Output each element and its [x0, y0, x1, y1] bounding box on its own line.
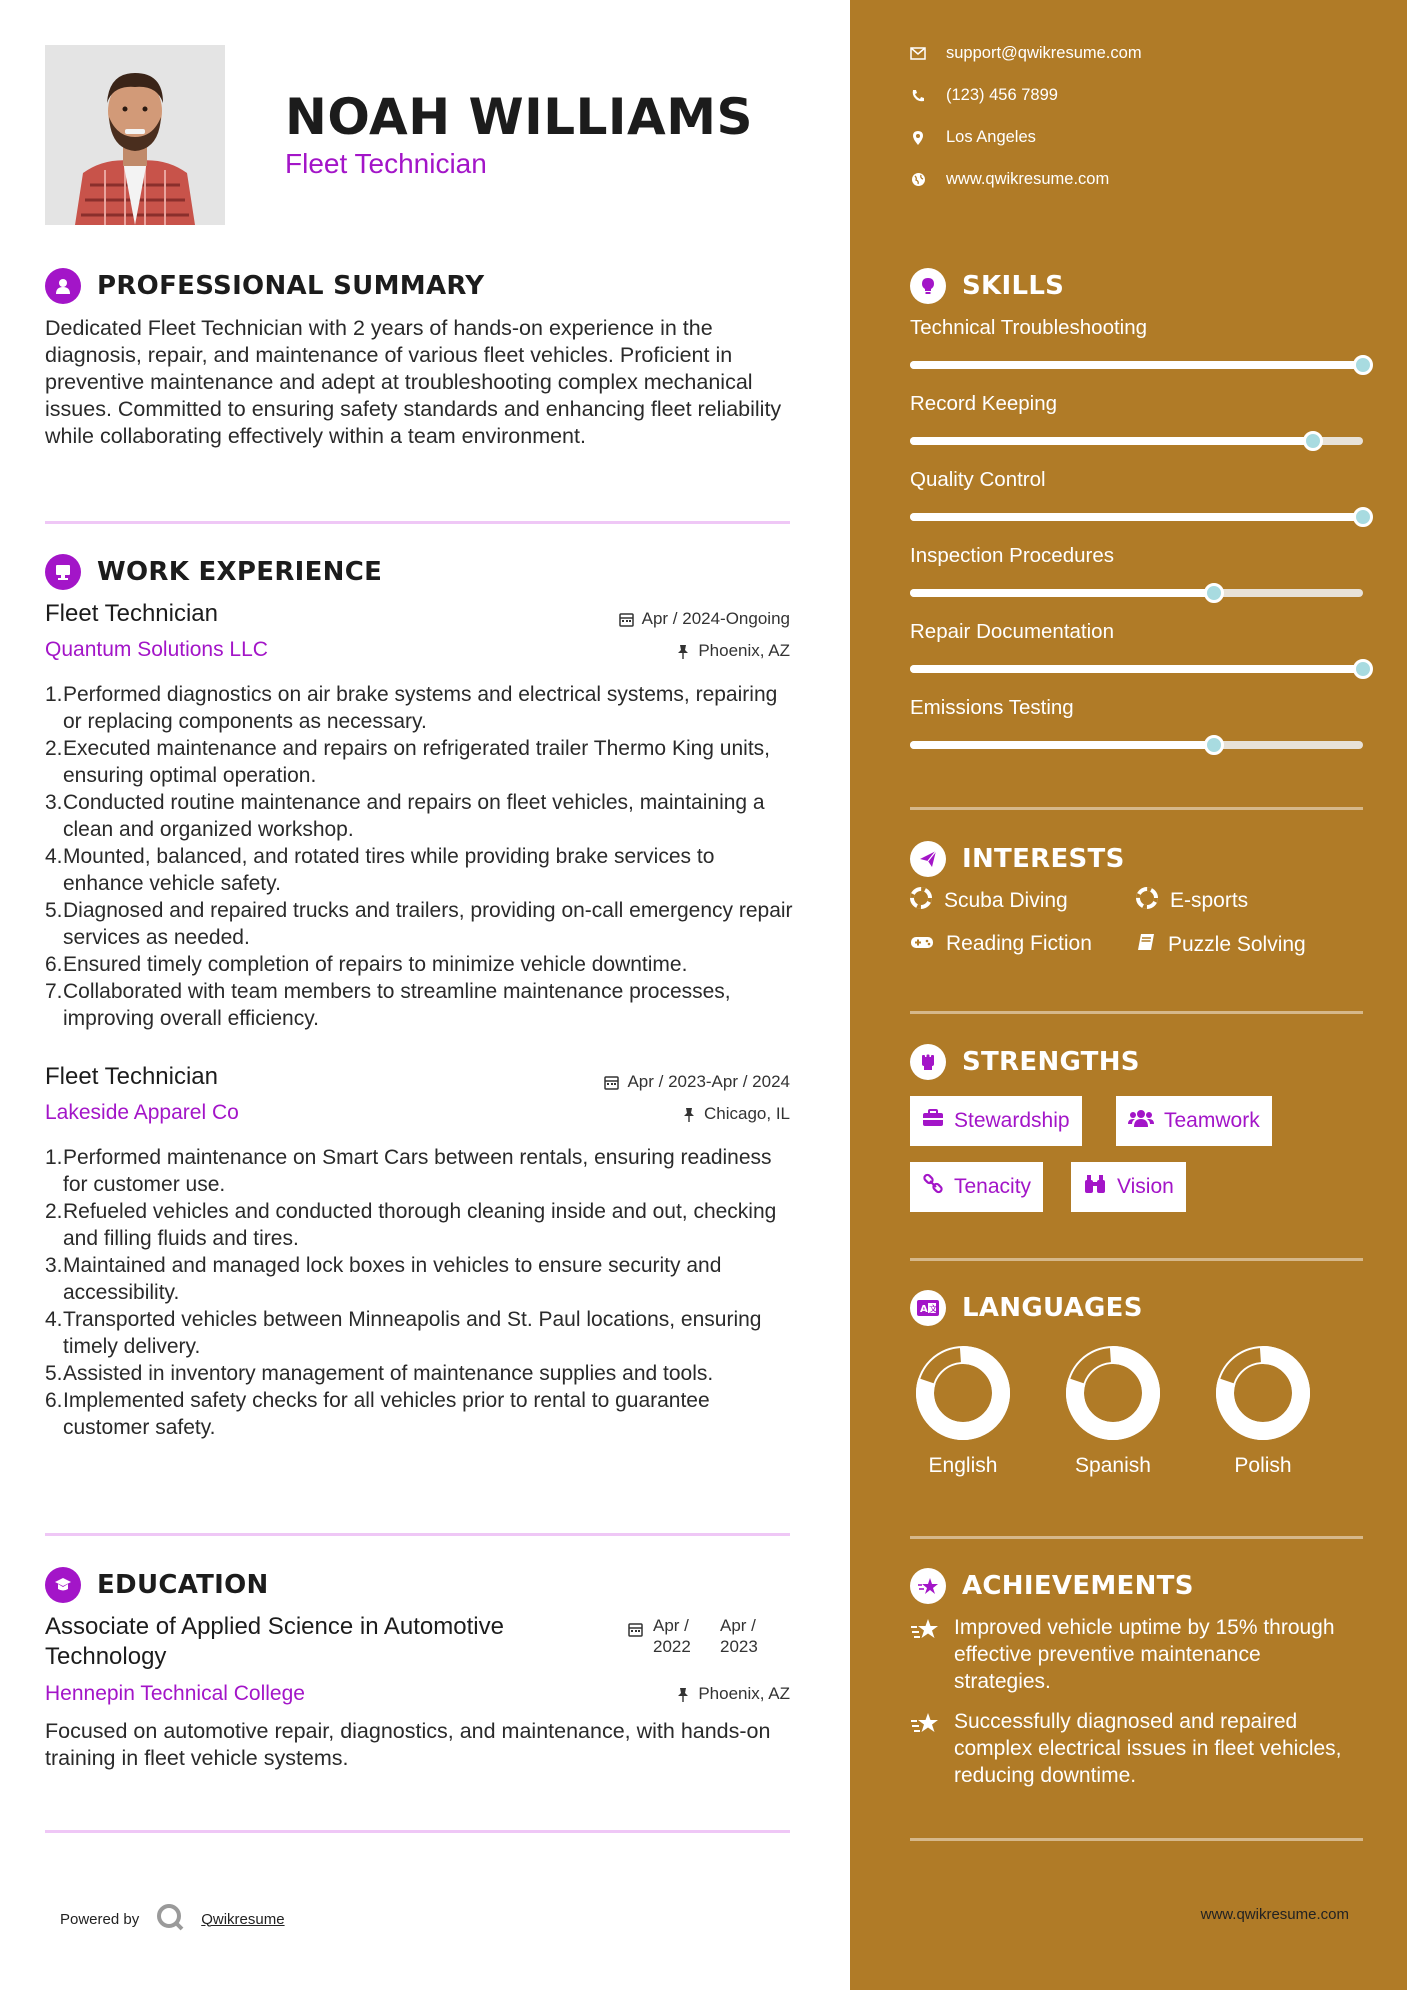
pin-icon: [682, 1107, 696, 1122]
strengths-header: [910, 1044, 1140, 1080]
calendar-icon: [604, 1075, 619, 1090]
translate-icon: [910, 1290, 946, 1326]
language-item: [1208, 1343, 1318, 1478]
skill-level-knob: [1204, 735, 1224, 755]
interest-item: Puzzle Solving: [1136, 932, 1306, 958]
skill-bar-fill: [910, 361, 1363, 369]
footer-powered-by: [60, 1902, 285, 1936]
list-item: 5. Assisted in inventory management of maintenance supplies and tools.: [45, 1362, 714, 1385]
skill-label: Quality Control: [910, 468, 1046, 491]
skill-bar-fill: [910, 741, 1214, 749]
skill-bar-fill: [910, 589, 1214, 597]
list-item: 6. Ensured timely completion of repairs to minimize vehicle downtime.: [45, 953, 688, 976]
education-heading: EDUCATION: [97, 1570, 269, 1600]
job-location: [676, 641, 790, 661]
qwikresume-link[interactable]: Qwikresume: [201, 1910, 285, 1928]
skill-level-knob: [1204, 583, 1224, 603]
calendar-icon: [628, 1622, 643, 1642]
phone-icon: [910, 88, 926, 104]
job-date: [619, 609, 790, 629]
interest-item: Scuba Diving: [910, 887, 1068, 915]
map-marker-icon: [910, 130, 926, 146]
divider: [910, 1011, 1363, 1014]
job-title: Fleet Technician: [45, 600, 218, 627]
languages-heading: LANGUAGES: [962, 1293, 1143, 1323]
globe-icon: [910, 172, 926, 188]
divider: [45, 1533, 790, 1536]
list-item: 1. Performed maintenance on Smart Cars between rentals, ensuring readiness for customer use.: [45, 1146, 772, 1196]
skill-label: Emissions Testing: [910, 696, 1074, 719]
graduate-icon: [45, 1567, 81, 1603]
education-header: [45, 1567, 269, 1603]
degree-title: Associate of Applied Science in Automotive Technology: [45, 1613, 504, 1670]
job-duties: [45, 681, 795, 1032]
job-date: [604, 1072, 790, 1092]
lifebuoy-icon: [910, 887, 932, 915]
svg-text:文: 文: [929, 1304, 938, 1314]
interest-item: Reading Fiction: [910, 932, 1092, 956]
svg-text:A: A: [920, 1304, 928, 1315]
divider: [910, 1536, 1363, 1539]
job-location: [682, 1104, 790, 1124]
skill-bar-fill: [910, 665, 1363, 673]
language-ring: [1063, 1343, 1163, 1443]
strength-badge: Stewardship: [910, 1096, 1082, 1146]
user-icon: [45, 268, 81, 304]
achievements-header: [910, 1568, 1194, 1604]
list-item: 5. Diagnosed and repaired trucks and trailers, providing on-call emergency repair services as needed.: [45, 899, 793, 949]
strengths-heading: STRENGTHS: [962, 1047, 1140, 1077]
skill-bar: [910, 741, 1363, 749]
phone-text: (123) 456 7899: [946, 86, 1058, 104]
interest-item: E-sports: [1136, 887, 1248, 915]
job-location-text: Phoenix, AZ: [698, 641, 790, 660]
skill-label: Inspection Procedures: [910, 544, 1114, 567]
skill-bar-fill: [910, 437, 1313, 445]
divider: [910, 1838, 1363, 1841]
briefcase-icon: [922, 1109, 944, 1133]
achievement-item: Successfully diagnosed and repaired complex electrical issues in fleet vehicles, reducing downtime.: [910, 1708, 1363, 1789]
strength-badge: Vision: [1071, 1162, 1186, 1212]
language-label: Spanish: [1075, 1454, 1151, 1477]
strength-badge: Teamwork: [1116, 1096, 1272, 1146]
skill-bar: [910, 665, 1363, 673]
pin-icon: [676, 1687, 690, 1702]
divider: [45, 1830, 790, 1833]
education-location: [676, 1684, 790, 1704]
divider: [910, 807, 1363, 810]
job-location-text: Chicago, IL: [704, 1104, 790, 1123]
skill-label: Repair Documentation: [910, 620, 1114, 643]
list-item: 3. Maintained and managed lock boxes in vehicles to ensure security and accessibility.: [45, 1254, 722, 1304]
language-label: Polish: [1234, 1454, 1292, 1477]
job-company: Quantum Solutions LLC: [45, 638, 268, 661]
contact-website[interactable]: [910, 170, 1109, 189]
skill-bar: [910, 437, 1363, 445]
candidate-title: Fleet Technician: [285, 148, 487, 179]
divider: [910, 1258, 1363, 1261]
summary-text: Dedicated Fleet Technician with 2 years of hands-on experience in the diagnosis, repair, and maintenance of various fleet vehicles. Proficient in preventive maintenance and adept at troubleshooting complex mechanical issues. Committed to ensuring safety standards and enhancing fleet reliability while collaborating effectively within a team environment.: [45, 316, 782, 448]
email-text: support@qwikresume.com: [946, 44, 1142, 62]
users-icon: [1128, 1109, 1154, 1133]
education-description: Focused on automotive repair, diagnostics, and maintenance, with hands-on training in fleet vehicle systems.: [45, 1719, 771, 1770]
skill-label: Technical Troubleshooting: [910, 316, 1148, 339]
job-title: Fleet Technician: [45, 1063, 218, 1090]
candidate-name: NOAH WILLIAMS: [285, 88, 753, 146]
footer-website[interactable]: www.qwikresume.com: [1200, 1906, 1349, 1923]
education-end-date: Apr / 2023: [720, 1616, 758, 1656]
skill-bar: [910, 513, 1363, 521]
interests-header: [910, 841, 1125, 877]
experience-heading: WORK EXPERIENCE: [97, 557, 383, 587]
pin-icon: [676, 644, 690, 659]
experience-header: [45, 554, 382, 590]
job-company: Lakeside Apparel Co: [45, 1101, 239, 1124]
contact-phone[interactable]: [910, 86, 1058, 105]
language-item: [908, 1343, 1018, 1478]
fist-icon: [910, 1044, 946, 1080]
language-ring: [913, 1343, 1013, 1443]
divider: [45, 521, 790, 524]
achievement-item: Improved vehicle uptime by 15% through effective preventive maintenance strategies.: [910, 1614, 1363, 1695]
strength-badge: Tenacity: [910, 1162, 1043, 1212]
skill-level-knob: [1353, 507, 1373, 527]
job-date-text: Apr / 2023-Apr / 2024: [627, 1072, 790, 1091]
powered-by-label: Powered by: [60, 1910, 140, 1928]
list-item: 4. Transported vehicles between Minneapolis and St. Paul locations, ensuring timely delivery.: [45, 1308, 762, 1358]
skill-bar: [910, 361, 1363, 369]
school-name: Hennepin Technical College: [45, 1682, 305, 1705]
calendar-icon: [619, 612, 634, 627]
location-text: Los Angeles: [946, 128, 1036, 146]
interests-heading: INTERESTS: [962, 844, 1125, 874]
achievements-heading: ACHIEVEMENTS: [962, 1571, 1194, 1601]
list-item: 4. Mounted, balanced, and rotated tires while providing brake services to enhance vehicle safety.: [45, 845, 715, 895]
skills-heading: SKILLS: [962, 271, 1065, 301]
shooting-star-icon: [910, 1708, 940, 1789]
education-start-date: Apr / 2022: [653, 1616, 691, 1656]
skill-label: Record Keeping: [910, 392, 1058, 415]
list-item: 2. Refueled vehicles and conducted thorough cleaning inside and out, checking and filling fluids and tires.: [45, 1200, 777, 1250]
book-icon: [1136, 932, 1156, 958]
lifebuoy-icon: [1136, 887, 1158, 915]
website-text: www.qwikresume.com: [946, 170, 1110, 188]
link-icon: [922, 1173, 944, 1201]
list-item: 2. Executed maintenance and repairs on refrigerated trailer Thermo King units, ensuring optimal operation.: [45, 737, 770, 787]
list-item: 3. Conducted routine maintenance and repairs on fleet vehicles, maintaining a clean and organized workshop.: [45, 791, 765, 841]
skill-level-knob: [1353, 659, 1373, 679]
shooting-star-icon: [910, 1568, 946, 1604]
skills-header: [910, 268, 1064, 304]
lightbulb-icon: [910, 268, 946, 304]
list-item: 7. Collaborated with team members to streamline maintenance processes, improving overall efficiency.: [45, 980, 731, 1030]
profile-photo: [45, 45, 225, 225]
summary-header: [45, 268, 484, 304]
list-item: 1. Performed diagnostics on air brake systems and electrical systems, repairing or replacing components as necessary.: [45, 683, 778, 733]
monitor-icon: [45, 554, 81, 590]
language-ring: [1213, 1343, 1313, 1443]
skill-bar: [910, 589, 1363, 597]
binoculars-icon: [1083, 1174, 1107, 1200]
job-duties: [45, 1144, 795, 1441]
language-item: [1058, 1343, 1168, 1478]
paper-plane-icon: [910, 841, 946, 877]
job-date-text: Apr / 2024-Ongoing: [641, 609, 790, 628]
skill-level-knob: [1353, 355, 1373, 375]
qwikresume-logo-icon: [155, 1902, 185, 1936]
summary-heading: PROFESSIONAL SUMMARY: [97, 271, 485, 301]
language-label: English: [928, 1454, 998, 1477]
envelope-icon: [910, 46, 926, 62]
shooting-star-icon: [910, 1614, 940, 1695]
education-location-text: Phoenix, AZ: [698, 1684, 790, 1703]
skill-bar-fill: [910, 513, 1363, 521]
languages-header: [910, 1290, 1143, 1326]
list-item: 6. Implemented safety checks for all vehicles prior to rental to guarantee customer safety.: [45, 1389, 710, 1439]
contact-email[interactable]: [910, 44, 1142, 63]
gamepad-icon: [910, 932, 934, 956]
contact-location: [910, 128, 1036, 147]
